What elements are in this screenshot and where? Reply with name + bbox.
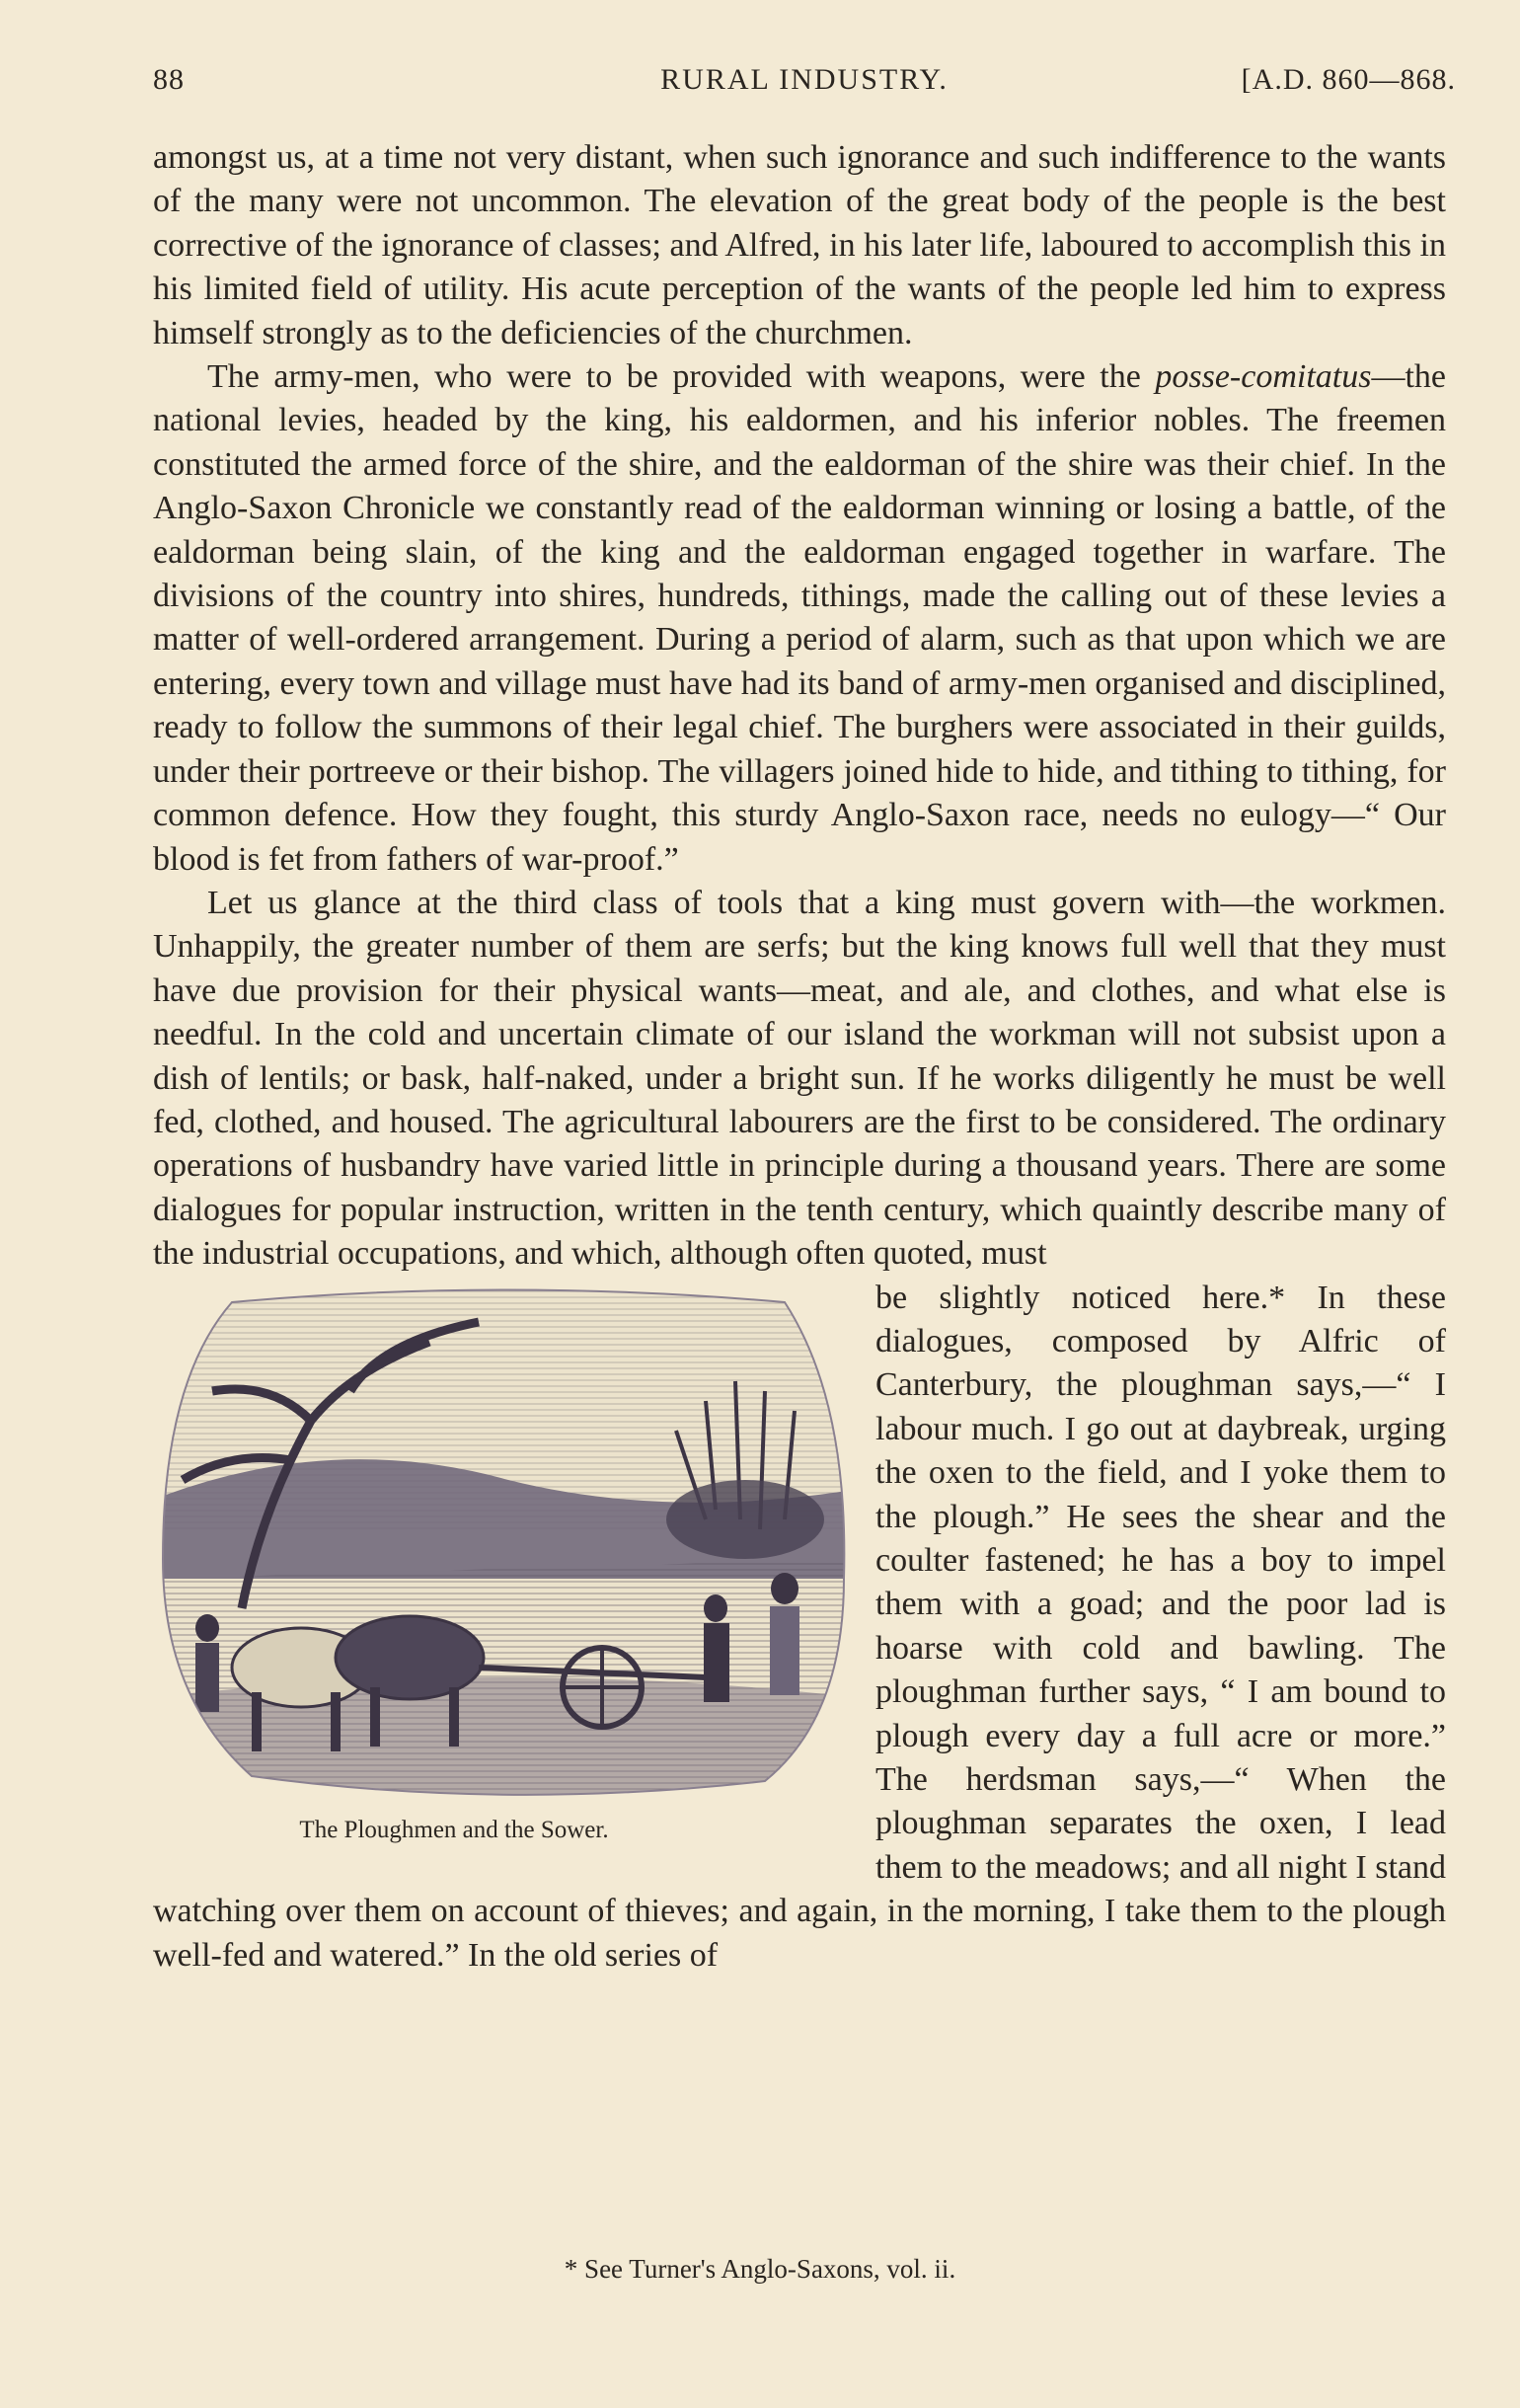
- paragraph-2: [153, 355, 1446, 882]
- paragraph-2-rest: —the national levies, headed by the king, his ealdormen, and his inferior nobles. The freemen constituted the armed force of the shire, and the ealdorman of the shire was their chief. In the Anglo-Saxon Chronicle we constantly read of the ealdorman winning or losing a battle, of the ealdorman being slain, of the king and the ealdorman engaged together in warfare. The divisions of the country into shires, hundreds, tithings, made the calling out of these levies a matter of well-ordered arrangement. During a period of alarm, such as that upon which we are entering, every town and village must have had its band of army-men organised and disciplined, ready to follow the summons of their legal chief. The burghers were associated in their guilds, under their portreeve or their bishop. The villagers joined hide to hide, and tithing to tithing, for common defence. How they fought, this sturdy Anglo-Saxon race, needs no eulogy—“ Our blood is fet from fathers of war-proof.”: [153, 358, 1446, 878]
- footnote: * See Turner's Anglo-Saxons, vol. ii.: [564, 2254, 956, 2284]
- date-range: [A.D. 860—868.: [1241, 63, 1456, 96]
- running-title: RURAL INDUSTRY.: [660, 63, 949, 96]
- paragraph-3: Let us glance at the third class of tools that a king must govern with—the workmen. Unhappily, the greater number of them are serfs; but the king knows full well that they must have due provision for their physical wants—meat, and ale, and clothes, and what else is needful. In the cold and uncertain climate of our island the workman will not subsist upon a dish of lentils; or bask, half-naked, under a bright sun. If he works diligently he must be well fed, clothed, and housed. The agricultural labourers are the first to be considered. The ordinary operations of husbandry have varied little in principle during a thousand years. There are some dialogues for popular instruction, written in the tenth century, which quaintly describe many of the industrial occupations, and which, although often quoted, must: [153, 884, 1446, 1273]
- figure-ploughmen: [153, 1282, 854, 1885]
- paragraph-2-lead: The army-men, who were to be provided with weapons, were the: [207, 358, 1156, 396]
- figure-caption: The Ploughmen and the Sower.: [299, 1816, 609, 1843]
- engraving-illustration: [153, 1282, 854, 1801]
- italic-term: posse-comitatus: [1155, 358, 1372, 396]
- page-number: 88: [153, 63, 185, 96]
- paragraph-4: be slightly noticed here.* In these dialogues, composed by Alfric of Canterbury, the ploughman says,—“ I labour much. I go out at daybreak, urging the oxen to the field, and I yoke them to the plough.” He sees the shear and the coulter fastened; he has a boy to impel them with a goad; and the poor lad is hoarse with cold and bawling. The ploughman further says, “ I am bound to plough every day a full acre or more.” The herdsman says,—“ When the ploughman separates the oxen, I lead them to the meadows; and all night I stand watching over them on account of thieves; and again, in the morning, I take them to the plough well-fed and watered.” In the old series of: [153, 1279, 1446, 1974]
- body-text: [153, 136, 1446, 1978]
- paragraph-1: amongst us, at a time not very distant, when such ignorance and such indifference to the wants of the many were not uncommon. The elevation of the great body of the people is the best corrective of the ignorance of classes; and Alfred, in his later life, laboured to accomplish this in his limited field of utility. His acute perception of the wants of the people led him to express himself strongly as to the deficiencies of the churchmen.: [153, 139, 1446, 351]
- running-head: [153, 63, 1456, 107]
